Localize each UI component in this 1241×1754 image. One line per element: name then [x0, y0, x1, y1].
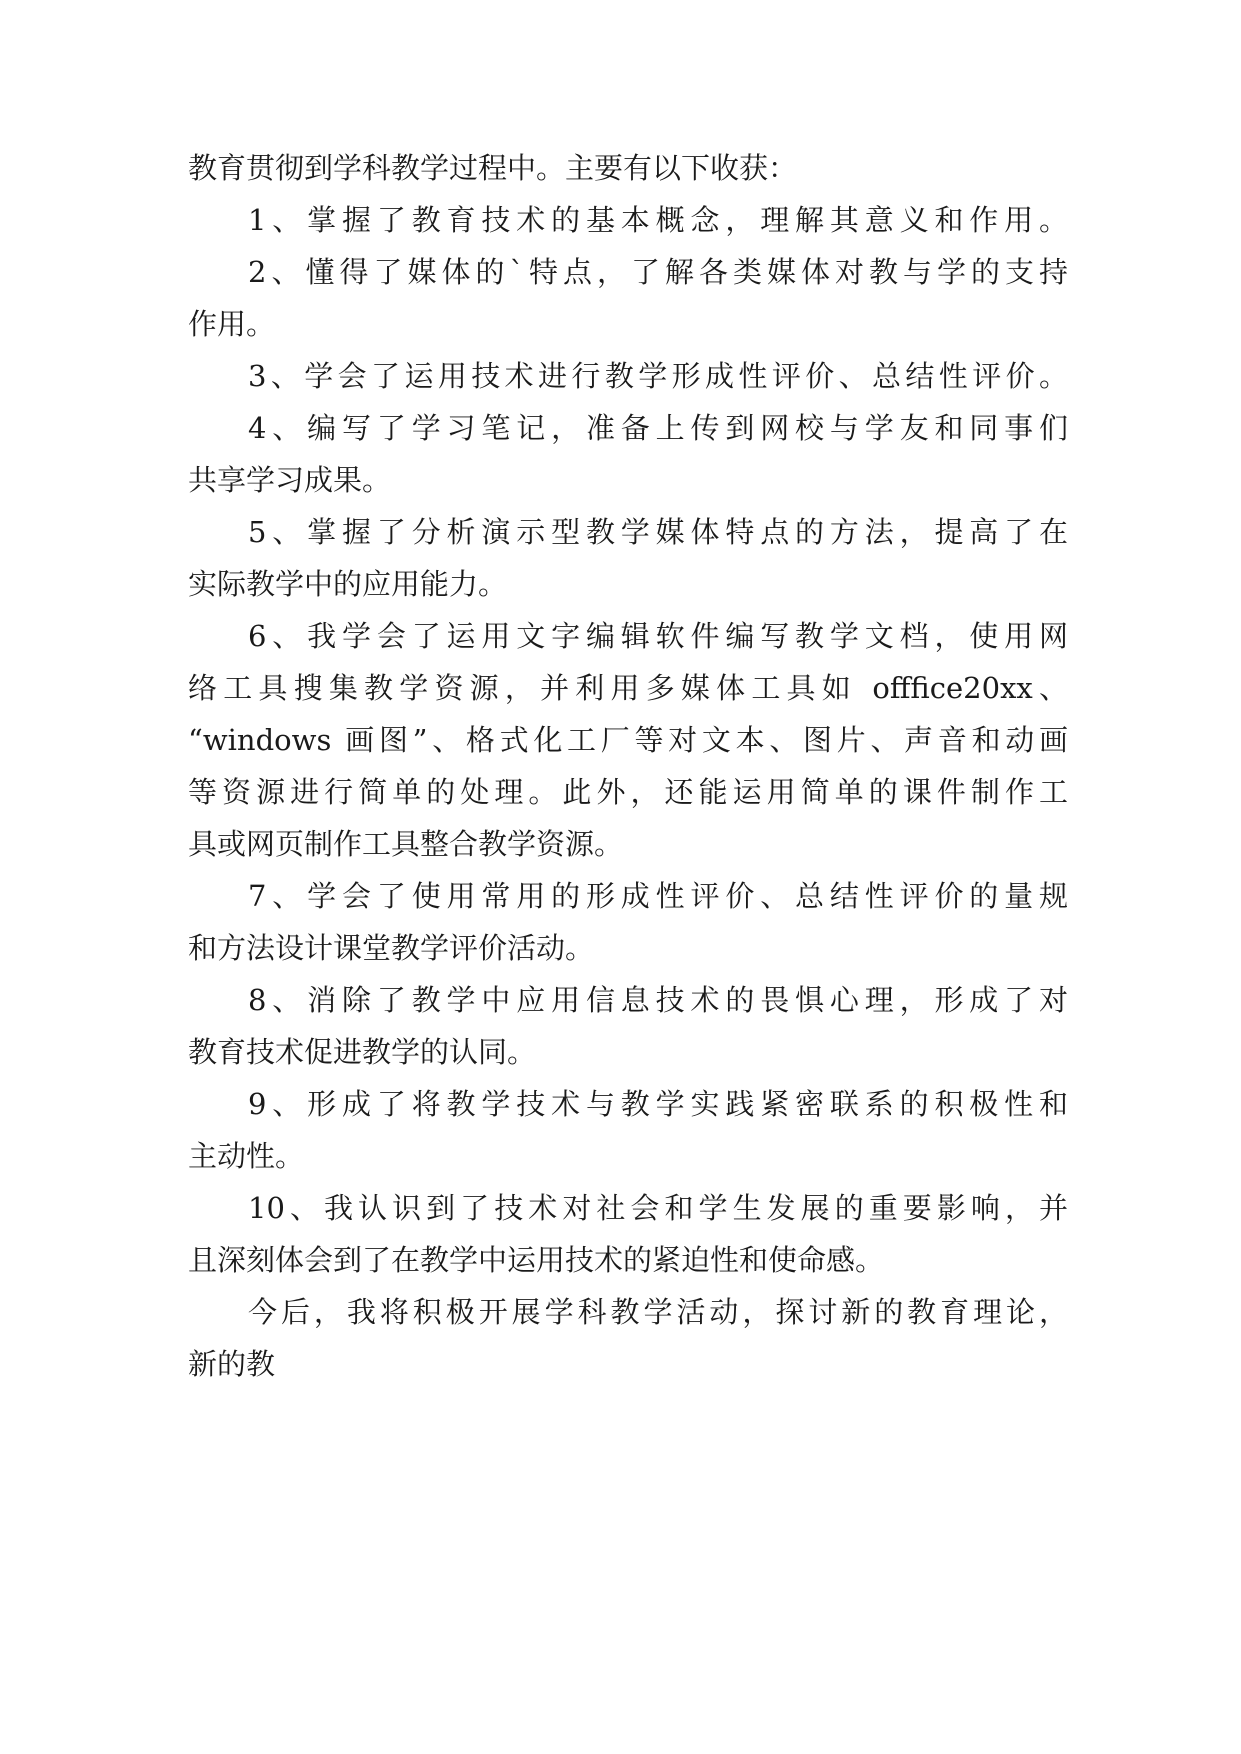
list-item-7-continued: 和方法设计课堂教学评价活动。 — [188, 931, 595, 965]
list-item-8: 8、消除了教学中应用信息技术的畏惧心理，形成了对 — [248, 983, 1068, 1017]
list-item-6: 6、我学会了运用文字编辑软件编写教学文档，使用网 — [248, 619, 1068, 653]
list-item-2: 2、懂得了媒体的`特点，了解各类媒体对教与学的支持 — [248, 255, 1068, 289]
closing-paragraph: 今后，我将积极开展学科教学活动，探讨新的教育理论， — [248, 1295, 1068, 1329]
list-item-3: 3、学会了运用技术进行教学形成性评价、总结性评价。 — [248, 359, 1068, 393]
list-item-5: 5、掌握了分析演示型教学媒体特点的方法，提高了在 — [248, 515, 1068, 549]
list-item-10: 10、我认识到了技术对社会和学生发展的重要影响，并 — [248, 1191, 1068, 1225]
list-item-1: 1、掌握了教育技术的基本概念，理解其意义和作用。 — [248, 203, 1068, 237]
list-item-4-continued: 共享学习成果。 — [188, 463, 392, 497]
list-item-9: 9、形成了将教学技术与教学实践紧密联系的积极性和 — [248, 1087, 1068, 1121]
list-item-9-continued: 主动性。 — [188, 1139, 305, 1173]
list-item-8-continued: 教育技术促进教学的认同。 — [188, 1035, 537, 1069]
list-item-6-continued: 等资源进行简单的处理。此外，还能运用简单的课件制作工 — [188, 775, 1068, 809]
list-item-2-continued: 作用。 — [188, 307, 276, 341]
list-item-4: 4、编写了学习笔记，准备上传到网校与学友和同事们 — [248, 411, 1068, 445]
list-item-7: 7、学会了使用常用的形成性评价、总结性评价的量规 — [248, 879, 1068, 913]
list-item-6-continued: 络工具搜集教学资源，并利用多媒体工具如 offfice20xx、 — [188, 671, 1068, 705]
list-item-10-continued: 且深刻体会到了在教学中运用技术的紧迫性和使命感。 — [188, 1243, 885, 1277]
list-item-5-continued: 实际教学中的应用能力。 — [188, 567, 508, 601]
body-text-line: 教育贯彻到学科教学过程中。主要有以下收获： — [188, 151, 798, 185]
list-item-6-continued: 具或网页制作工具整合教学资源。 — [188, 827, 624, 861]
closing-paragraph-continued: 新的教 — [188, 1347, 276, 1381]
list-item-6-continued: “windows 画图”、格式化工厂等对文本、图片、声音和动画 — [188, 723, 1068, 757]
